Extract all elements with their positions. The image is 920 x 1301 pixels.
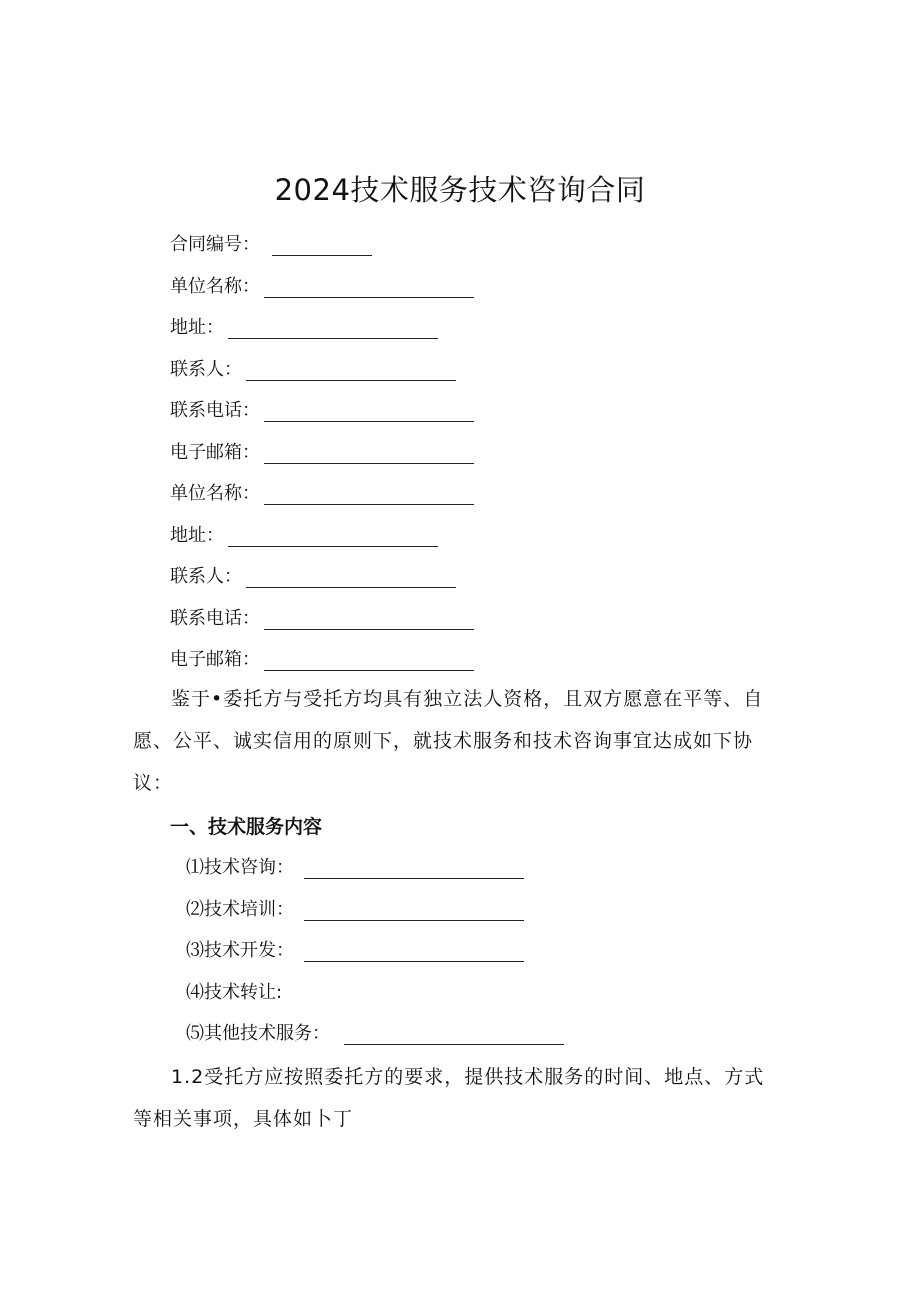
party-a-email-blank[interactable] — [264, 443, 474, 464]
party-a-email-label: 电子邮箱： — [170, 442, 260, 463]
party-a-phone-blank[interactable] — [264, 401, 474, 422]
party-b-phone-label: 联系电话： — [170, 608, 260, 629]
party-b-address-label: 地址： — [170, 525, 224, 546]
item-label: ⑸其他技术服务： — [186, 1023, 330, 1044]
party-a-unit-label: 单位名称： — [170, 276, 260, 297]
section-1-heading: 一、技术服务内容 — [170, 816, 323, 838]
contract-number-field — [170, 230, 372, 256]
contract-number-blank[interactable] — [272, 235, 372, 256]
party-b-unit-blank[interactable] — [264, 484, 474, 505]
document-title: 2024技术服务技术咨询合同 — [274, 173, 646, 207]
party-b-address-field — [170, 521, 438, 547]
party-a-address-label: 地址： — [170, 317, 224, 338]
item-label: ⑵技术培训： — [186, 899, 294, 920]
party-a-address-blank[interactable] — [228, 318, 438, 339]
item-technical-consulting — [186, 853, 524, 879]
party-a-email-field — [170, 438, 474, 464]
item-blank[interactable] — [304, 941, 524, 962]
item-blank[interactable] — [304, 858, 524, 879]
party-b-unit-label: 单位名称： — [170, 483, 260, 504]
item-label: ⑶技术开发： — [186, 940, 294, 961]
item-technical-development — [186, 936, 524, 962]
preamble-paragraph: 鉴于•委托方与受托方均具有独立法人资格，且双方愿意在平等、自愿、公平、诚实信用的原则下，就技术服务和技术咨询事宜达成如下协议： — [133, 688, 764, 794]
party-b-contact-label: 联系人： — [170, 566, 242, 587]
party-a-contact-field — [170, 355, 456, 381]
party-b-phone-blank[interactable] — [264, 609, 474, 630]
party-a-address-field — [170, 313, 438, 339]
item-technical-training — [186, 895, 524, 921]
party-b-email-field — [170, 645, 474, 671]
party-a-unit-blank[interactable] — [264, 277, 474, 298]
party-b-contact-field — [170, 562, 456, 588]
item-blank[interactable] — [344, 1024, 564, 1045]
item-technology-transfer — [186, 978, 282, 1004]
item-label: ⑷技术转让: — [186, 982, 283, 1003]
clause-1-2-paragraph: 1.2受托方应按照委托方的要求，提供技术服务的时间、地点、方式等相关事项，具体如卜丁 — [133, 1066, 765, 1130]
party-b-phone-field — [170, 604, 474, 630]
item-label: ⑴技术咨询： — [186, 857, 294, 878]
party-a-unit-field — [170, 272, 474, 298]
party-b-email-blank[interactable] — [264, 650, 474, 671]
party-a-phone-label: 联系电话： — [170, 400, 260, 421]
item-blank[interactable] — [304, 900, 524, 921]
party-b-contact-blank[interactable] — [246, 567, 456, 588]
party-a-contact-blank[interactable] — [246, 360, 456, 381]
party-b-email-label: 电子邮箱： — [170, 649, 260, 670]
party-b-unit-field — [170, 479, 474, 505]
party-b-address-blank[interactable] — [228, 526, 438, 547]
party-a-phone-field — [170, 396, 474, 422]
item-other-services — [186, 1019, 564, 1045]
contract-number-label: 合同编号： — [170, 234, 260, 255]
party-a-contact-label: 联系人： — [170, 359, 242, 380]
